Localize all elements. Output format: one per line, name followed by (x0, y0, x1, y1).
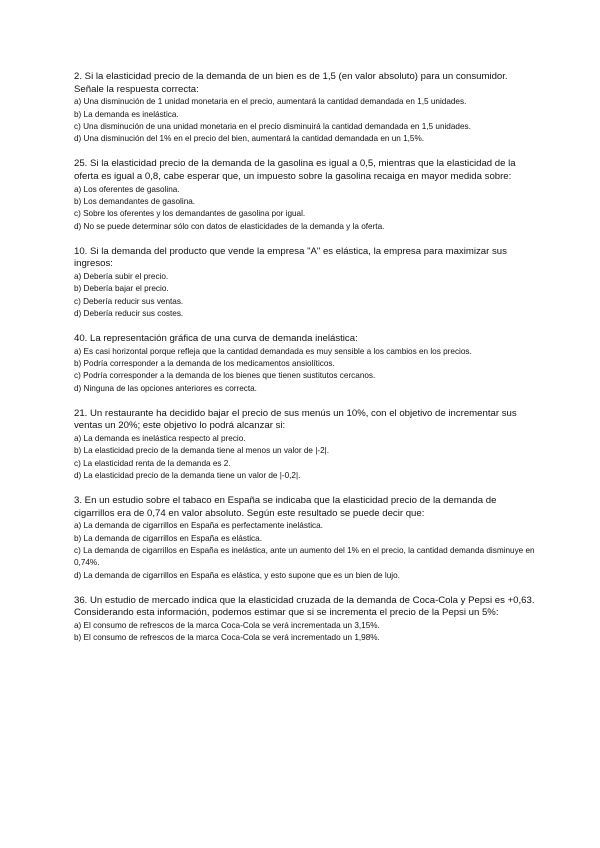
option-a: a) La demanda es inelástica respecto al precio. (74, 433, 246, 443)
question-text: 25. Si la elasticidad precio de la demanda de la gasolina es igual a 0,5, mientras que la elasticidad de la oferta es igual a 0,8, cabe esperar que, un impuesto sobre la gasolina recaiga en mayor medida sobre: (74, 158, 516, 182)
question-2 (74, 71, 536, 146)
option-b: b) La elasticidad precio de la demanda tiene al menos un valor de |-2|. (74, 446, 330, 456)
option-c: c) Podría corresponder a la demanda de los bienes que tienen sustitutos cercanos. (74, 371, 376, 381)
question-text: 21. Un restaurante ha decidido bajar el precio de sus menús un 10%, con el objetivo de incrementar sus ventas un 20%; este objetivo lo podrá alcanzar si: (74, 407, 517, 432)
question-list (74, 71, 536, 657)
question-text: 2. Si la elasticidad precio de la demanda de un bien es de 1,5 (en valor absoluto) para un consumidor. Señale la respuesta correcta: (74, 71, 508, 95)
option-b: b) Podría corresponder a la demanda de los medicamentos ansiolíticos. (74, 358, 335, 368)
question-text: 3. En un estudio sobre el tabaco en España se indicaba que la elasticidad precio de la demanda de cigarrillos era de 0,74 en valor absoluto. Según este resultado se puede decir que: (74, 494, 497, 519)
option-a: a) La demanda de cigarrillos en España es perfectamente inelástica. (74, 521, 323, 531)
option-d: d) Ninguna de las opciones anteriores es correcta. (74, 383, 257, 393)
option-a: a) Los oferentes de gasolina. (74, 184, 180, 194)
question-text: 40. La representación gráfica de una curva de demanda inelástica: (74, 332, 358, 344)
option-c: c) Debería reducir sus ventas. (74, 296, 184, 306)
option-d: d) La elasticidad precio de la demanda tiene un valor de |-0,2|. (74, 471, 301, 481)
option-c: c) Sobre los oferentes y los demandantes de gasolina por igual. (74, 209, 306, 219)
option-b: b) El consumo de refrescos de la marca Coca-Cola se verá incrementado un 1,98%. (74, 633, 380, 643)
option-b: b) Los demandantes de gasolina. (74, 196, 196, 206)
question-36 (74, 595, 536, 645)
question-25 (74, 158, 536, 233)
option-a: a) El consumo de refrescos de la marca Coca-Cola se verá incrementada un 3,15%. (74, 620, 380, 630)
option-c: c) Una disminución de una unidad monetaria en el precio disminuirá la cantidad demandada en 1,5 unidades. (74, 122, 471, 131)
question-text: 10. Si la demanda del producto que vende la empresa "A" es elástica, la empresa para maximizar sus ingresos: (74, 245, 507, 270)
option-a: a) Es casi horizontal porque refleja que la cantidad demandada es muy sensible a los cambios en los precios. (74, 346, 472, 356)
option-c: c) La demanda de cigarrillos en España es inelástica, ante un aumento del 1% en el precio, la cantidad demanda disminuye en 0,74%. (74, 545, 535, 568)
option-a: a) Debería subir el precio. (74, 271, 169, 281)
option-b: b) La demanda es inelástica. (74, 109, 179, 119)
option-c: c) La elasticidad renta de la demanda es 2. (74, 458, 231, 468)
question-3 (74, 495, 536, 582)
option-d: d) Una disminución del 1% en el precio del bien, aumentará la cantidad demandada en un 1,5%. (74, 134, 425, 144)
option-b: b) Debería bajar el precio. (74, 284, 169, 294)
option-a: a) Una disminución de 1 unidad monetaria en el precio, aumentará la cantidad demandada en 1,5 unidades. (74, 97, 467, 107)
question-text: 36. Un estudio de mercado indica que la elasticidad cruzada de la demanda de Coca-Cola y Pepsi es +0,63. Considerando esta información, podemos estimar que si se incrementa el precio de la Pepsi un 5%: (74, 594, 535, 619)
option-d: d) La demanda de cigarrillos en España es elástica, y esto supone que es un bien de lujo. (74, 570, 400, 580)
option-b: b) La demanda de cigarrillos en España es elástica. (74, 533, 262, 543)
question-40 (74, 333, 536, 395)
option-d: d) No se puede determinar sólo con datos de elasticidades de la demanda y la oferta. (74, 221, 385, 231)
option-d: d) Debería reducir sus costes. (74, 309, 184, 319)
question-10 (74, 246, 536, 321)
question-21 (74, 408, 536, 483)
